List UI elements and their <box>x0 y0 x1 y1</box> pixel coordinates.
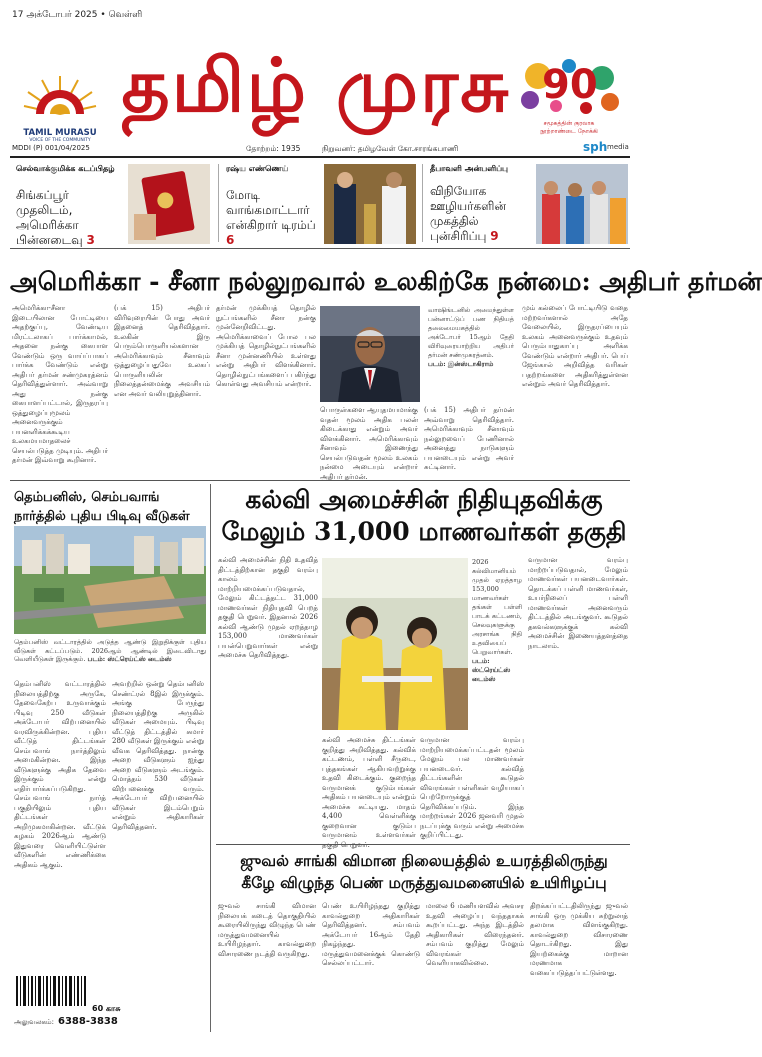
tampines-aerial-photo <box>14 526 206 634</box>
students-photo <box>322 558 468 730</box>
date-line: 17 அக்டோபர் 2025 • வெள்ளி <box>12 10 143 20</box>
phone-label: அலுவலகம்: <box>14 1018 54 1026</box>
founder: நிறுவனர்: தமிழவேள் கோ.சாரங்கபாணி <box>322 144 459 153</box>
edu-col-1: கல்வி அமைச்சின் நிதி உதவித் திட்டத்திற்கான தகுதி வரம்பு காலம் மாற்றியமைக்கப்படுவதால், மேலும் கிட்டத்தட்ட 31,000 மாணவர்கள் நிதியுதவி பெறத் தகுதி பெறுவர். இதனால் 2026 கல்வி ஆண்டு முதல் ஏறத்தாழ 153,000 மாணவர்கள் பயன்பெறுவார்கள் என்று அமைச்சு தெரிவித்தது. <box>218 556 318 659</box>
tharman-photo <box>320 306 420 402</box>
lead-col-5: (பக் 15) அதிபர் தர்மன் அவ்வாறு தெரிவித்தார். அமெரிக்காவும் சீனாவும் நல்லுறவைப் பேணினால் அனைத்து நாடுகளும் பயனடையும் என்று அவர் சுட்டினார். <box>424 406 514 471</box>
teaser-title-text: விநியோக ஊழியர்களின் முகத்தில் புன்சிரிப்பு <box>430 184 507 243</box>
brand-tagline: VOICE OF THE COMMUNITY <box>29 138 91 143</box>
teaser-tag: ரஷ்ய எண்ணெய் <box>226 164 289 173</box>
jewel-col-4: திறக்கப்பட்டதிலிருந்து ஜுவல் சாங்கி ஒரு முக்கிய சுற்றுலாத் தலமாக விளங்குகிறது. காவல்துறை விசாரணை தொடர்கிறது. இது இயற்கைக்கு மாறான மரணமாக வகைப்படுத்தப்பட்டுள்ளது. <box>530 902 628 977</box>
barcode <box>14 976 88 1016</box>
edu-caption <box>472 558 522 708</box>
teaser-title-text: சிங்கப்பூர் முதலிடம், அமெரிக்கா பின்னடைவு <box>16 188 83 247</box>
edu-credit: படம்: ஸ்ட்ரெய்ட்ஸ் டைம்ஸ் <box>472 657 511 683</box>
jewel-col-1: ஜுவல் சாங்கி விமான நிலையக் கடைத் தொகுதியில் கூரையிலிருந்து விழுந்த பெண் மருத்துவமனையில் உயிரிழந்தார். காவல்துறை விசாரணை நடத்தி வருகிறது. <box>218 902 316 958</box>
jewel-col-2: பெண் உயிரிழந்தது குறித்து காவல்துறை அதிகாரிகள் தெரிவித்தனர். சம்பவம் அக்டோபர் 16ஆம் தேதி நிகழ்ந்தது. மருத்துவமனைக்குக் கொண்டு செல்லப்பட்டார். <box>322 902 420 967</box>
jewel-headline-1: ஜுவல் சாங்கி விமான நிலையத்தில் உயரத்திலிருந்து <box>240 851 608 870</box>
photo-caption-text: வாஷிங்டனில் அமைந்துள்ள பன்னாட்டுப் பண நிதியத் தலைமையகத்தில் அக்டோபர் 15ஆம் தேதி விரிவுரையாற்றிய அதிபர் தர்மன் சண்முகரத்னம். <box>428 306 514 359</box>
edu-col-3: வருமான வரம்பு மாற்றியமைக்கப்பட்டதன் மூலம் மேலும் பல மாணவர்கள் பயனடைவர். கல்வித் திட்டங்களின் கூடுதல் விவரங்கள் பள்ளிகள் வழியாகப் பெற்றோருக்குத் தெரிவிக்கப்படும். இந்த மாற்றங்கள் 2026 ஜனவரி முதல் நடப்புக்கு வரும் என்று அமைச்சு குறிப்பிட்டது. <box>420 736 524 839</box>
sph-sub: media <box>607 143 629 151</box>
teaser-strip <box>10 160 630 246</box>
founded-year: தோற்றம்: 1935 <box>246 144 301 153</box>
lead-col-6: மும் கல்லைப் போட்டியிடு வதை மற்றவர்களால் அதே வேலையில், இருதரப்பையும் உலகம் அனைவருக்கும் உதவும் பெரும்பாதுகாப்பு அளிக்க வேண்டும் என்றார் அதிபர். பெய் ஜேங்கால் அறிவித்த வரிகள் பதற்றங்களை அதிகரித்துள்ளன என்றும் அவர் தெரிவித்தார். <box>522 304 628 388</box>
side-col-1: தெம்பனிஸ் வட்டாரத்தில் நிலையத்திற்கு அருகே, தேவைகேற்ப உருவாக்கும் பிடிவு 250 வீடுகள் அக்டோபர் விற்பனையில் வரவிருக்கின்றன. புதிய வீட்டுத் திட்டங்கள் செம்பவாங் நார்த்திலும் அமைகின்றன. இந்த வீடுகளுக்கு அதிக தேவை இருக்கும் என்று எதிர்பார்க்கப்படுகிறது. செம்பவாங் நார்த் பகுதியிலும் புதிய திட்டங்கள் அறிமுகமாகின்றன. வீட்டுக் கழகம் 2026ஆம் ஆண்டு இதுவரை வெளியிட்டுள்ள வீடுகளின் எண்ணிக்கை அதிகம் ஆகும். <box>14 680 106 869</box>
sunrise-emblem-icon <box>22 70 98 122</box>
tamil-murasu-logo <box>22 70 98 143</box>
sph-logo: sph <box>583 140 608 154</box>
teaser-title <box>16 188 124 248</box>
lead-col-1: அமெரிக்கா-சீனா இடையிலான போட்டியை அதற்குப்பு, வேண்டிய மிரட்டலாகப் பார்க்காமல், அதனை நன்கு கையாள வேண்டும் ஒரு வாய்ப்பாகப் பார்க்க வேண்டும் என்று அதிபர் தர்மன் சண்முகரத்னம் தெரிவித்துள்ளார். அவ்வாறு அது நன்கு கையாளப்பட்டால், இருதரப்பு ஒத்துழைப்புமூலம் அனைவருக்கும் பயனளிக்கக்கூடிய உலகமயமாதலைச் செயல்படுத்த முடியும். அதிபர் தர்மன் இவ்வாறு கூறினார். <box>12 304 108 464</box>
jewel-headline-2: கீழே விழுந்த பெண் மருத்துவமனையில் உயிரிழப்பு <box>241 873 607 892</box>
phone-number: 6388-3838 <box>58 1016 118 1027</box>
masthead-rule <box>10 156 630 158</box>
teaser-delivery[interactable] <box>426 160 630 246</box>
lead-col-3: தர்மன் முக்கியத் தொழில் நுட்பங்களில் சீனா நன்கு முன்னேறிவிட்டது. அமெரிக்காவைப் போல பல முக்கியத் தொழில்நுட்பங்களில் சீனா முன்னணியில் உள்ளது என்று அதிபர் விளக்கினார். தொழில்நுட்பங்களைப் பகிர்ந்து கொள்வது அவசியம் என்றார். <box>216 304 316 388</box>
masthead-title: தமிழ் முரசு <box>121 43 511 129</box>
price: 60 காசு <box>92 1004 121 1013</box>
side-caption-text: தெம்பனிஸ் வட்டாரத்தில் அடுத்த ஆண்டு இறுதிக்குள் புதிய வீடுகள் கட்டப்படும். 2026ஆம் ஆண்டில் இடைவிடாது வெளியீடுகள் இருக்கும். <box>14 638 206 663</box>
side-caption <box>14 638 206 676</box>
teaser-modi[interactable] <box>222 160 418 246</box>
anniversary-number: 90 <box>542 62 598 108</box>
teaser-tag: செல்வாக்குமிக்க கடப்பிதழ் <box>16 164 115 173</box>
teaser-passport[interactable] <box>10 160 214 246</box>
edu-headline-1: கல்வி அமைச்சின் நிதியுதவிக்கு <box>245 485 603 514</box>
teaser-page: 6 <box>226 233 235 247</box>
lead-col-4: பொருள்களை ஆயுதமயமாக்கு வதன் மூலம் அதிக பலன் கிடைக்காது என்றும் அவர் விளக்கினார். அமெரிக்காவும் சீனாவும் இணைந்து செயல்படுவதன் மூலம் உலகம் நன்மை அடையும் என்றார் அதிபர் தர்மன். <box>320 406 418 481</box>
brand-name: TAMIL MURASU <box>23 128 97 138</box>
lead-photo-caption <box>428 306 514 402</box>
anniversary-caption-1: சமூகத்தின் குரலாக <box>543 120 595 127</box>
delivery-workers-photo <box>536 164 628 244</box>
anniversary-caption-2: நூற்றாண்டை நோக்கி <box>540 128 598 135</box>
side-headline: தெம்பனிஸ், செம்பவாங் நார்த்தில் புதிய பிடிவு வீடுகள் <box>14 490 190 524</box>
teaser-title <box>430 184 538 244</box>
modi-trump-photo <box>324 164 416 244</box>
mddi-number: MDDI (P) 001/04/2025 <box>12 144 90 152</box>
teaser-page: 9 <box>490 229 499 243</box>
photo-credit: படம்: இன்ஸ்டாகிராம் <box>428 360 494 368</box>
teaser-title <box>226 188 318 248</box>
passport-photo <box>128 164 210 244</box>
teaser-title-text: மோடி வாங்கமாட்டார் என்கிறார் டிரம்ப் <box>226 188 316 232</box>
teaser-page: 3 <box>86 233 95 247</box>
edu-headline-2: மேலும் 31,000 மாணவர்கள் தகுதி <box>221 517 627 546</box>
edu-col-4: வருமான வரம்பு மாற்றப்படுவதால், மேலும் மாணவர்கள் பயனடைவார்கள். தொடக்கப் பள்ளி மாணவர்கள், உயர்நிலைப் பள்ளி மாணவர்கள் அனைவரும் திட்டத்தில் அடங்குவர். கூடுதல் தகவல்களுக்குக் கல்வி அமைச்சின் இணையத்தளத்தை நாடலாம். <box>528 556 628 650</box>
edu-caption-text: 2026 கல்விமானியம் முதல் ஏறத்தாழ 153,000 மாணவர்கள் தங்கள் பள்ளி பாடக் கட்டணம், செலவுகளுக்கு அரசாங்க நிதி உதவியைப் பெறுவார்கள். <box>472 558 522 656</box>
lead-col-2: (பக் 15) அதிபர் விரிவுரையின் போது அவர் இதனைத் தெரிவித்தார். உலகின் இரு பெரும்பொருளியல்களான அமெரிக்காவும் சீனாவும் ஒத்துழைப்பதுவே உலகப் பொருளியலின் நிலைத்தன்மைக்கு அவசியம் என அவர் வலியுறுத்தினார். <box>114 304 210 398</box>
side-credit: படம்: ஸ்ட்ரெய்ட்ஸ் டைம்ஸ் <box>87 655 172 663</box>
side-col-2: அவற்றில் ஒன்று தெம்பனிஸ் செண்ட்ரல் 8இல் இருக்கும். அங்கு பேருந்து நிலையத்திற்கு அருகில் வீடுகள் அமையும். பிடிவு வீட்டுத் திட்டத்தில் சுமார் 280 வீடுகள் இருக்கும் என்று வீவக தெரிவித்தது. நான்கு அறை வீடுகளும் ஐந்து அறை வீடுகளும் அடங்கும். மொத்தம் 530 வீடுகள் விற்பனைக்கு வரும். அக்டோபர் விற்பனையில் வீடுகள் இடம்பெறும் என்றும் அதிகாரிகள் தெரிவித்தனர். <box>112 680 204 831</box>
anniversary-badge <box>516 56 622 138</box>
jewel-col-3: மாலை 6 மணியளவில் அவசர உதவி அழைப்பு வந்ததாகக் கூறப்பட்டது. அந்த இடத்தில் அதிகாரிகள் விரைந்தனர். சம்பவம் குறித்து மேலும் விவரங்கள் வெளியாகவில்லை. <box>426 902 524 967</box>
edu-col-2: கல்வி அமைச்சு திட்டங்கள் குறித்து அறிவித்தது. கல்விக் கட்டணம், பள்ளி சீருடை, புத்தகங்கள் ஆகியவற்றுக்கு உதவி கிடைக்கும். குறைந்த வருமானக் குடும்பங்கள் அதிகம் பயனடையும் என்றும் அமைச்சு சுட்டியது. மாதம் 4,400 வெள்ளிக்கு குறைவான குடும்ப வருமானம் உள்ளவர்கள் <box>322 736 416 839</box>
lead-headline: அமெரிக்கா - சீனா நல்லுறவால் உலகிற்கே நன்மை: அதிபர் தர்மன் <box>10 267 762 296</box>
teaser-tag: தீபாவளி அன்பளிப்பு <box>430 164 508 173</box>
